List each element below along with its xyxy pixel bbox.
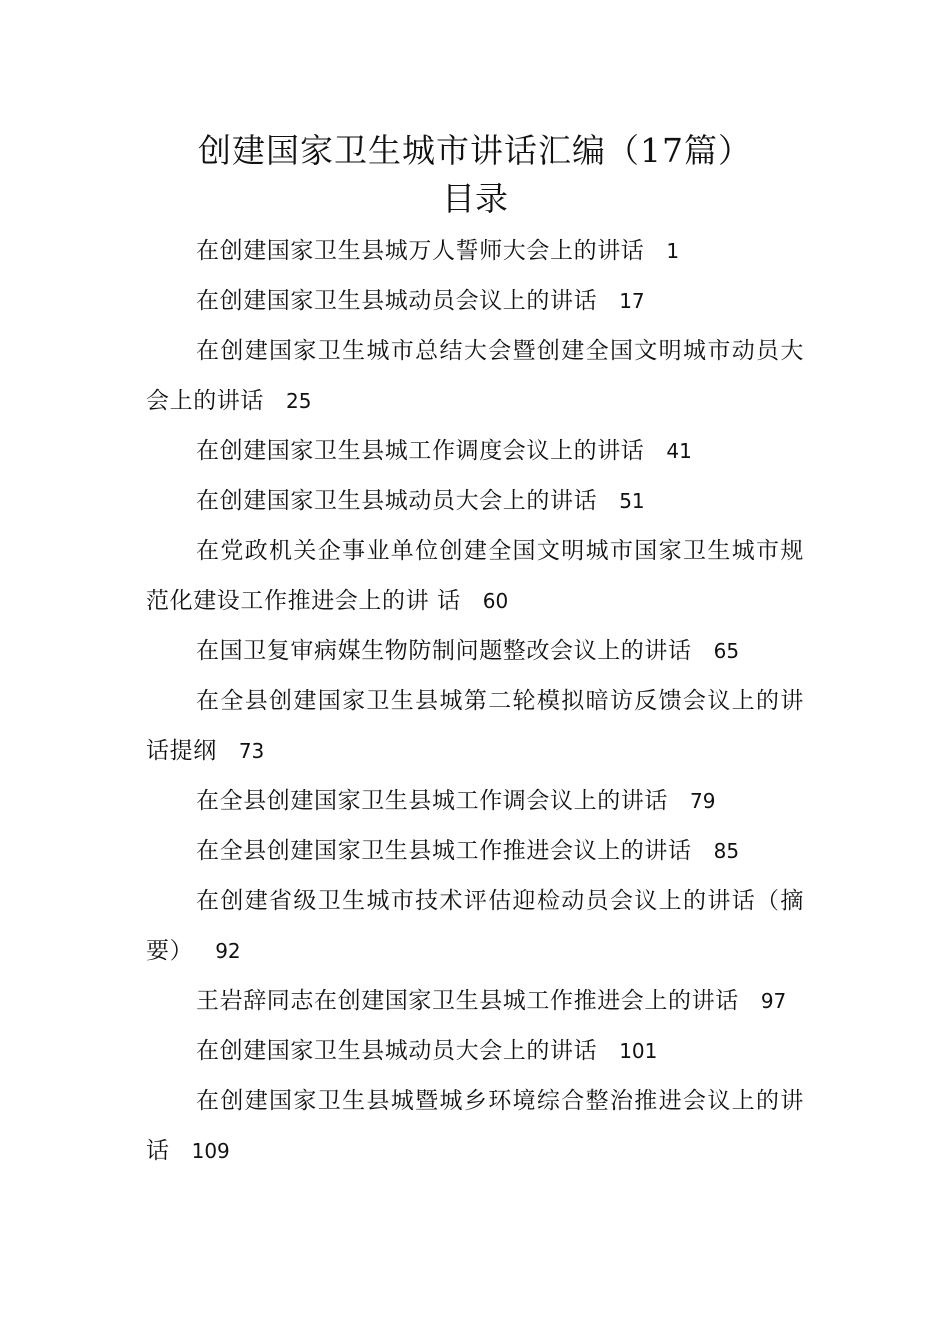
toc-entry-title: 在党政机关企事业单位创建全国文明城市国家卫生城市规范化建设工作推进会上的讲 话 [146, 538, 804, 614]
toc-entry-page: 97 [760, 989, 787, 1013]
toc-entry[interactable] [146, 776, 804, 826]
toc-entry-title: 在国卫复审病媒生物防制问题整改会议上的讲话 [196, 638, 692, 664]
toc-entry[interactable] [146, 326, 804, 426]
toc-entry-page: 79 [690, 789, 716, 813]
toc-entry-title: 在创建国家卫生县城暨城乡环境综合整治推进会议上的讲话 [146, 1088, 804, 1164]
table-of-contents [146, 226, 804, 1176]
toc-entry-page: 92 [215, 939, 241, 963]
toc-entry-title: 在创建国家卫生县城动员会议上的讲话 [196, 288, 598, 314]
toc-entry[interactable] [146, 676, 804, 776]
toc-entry[interactable] [146, 626, 804, 676]
toc-entry-title: 王岩辞同志在创建国家卫生县城工作推进会上的讲话 [196, 988, 739, 1014]
toc-entry-title: 在创建国家卫生城市总结大会暨创建全国文明城市动员大会上的讲话 [146, 338, 804, 414]
toc-entry-title: 在全县创建国家卫生县城工作推进会议上的讲话 [196, 838, 692, 864]
toc-entry[interactable] [146, 1076, 804, 1176]
toc-entry-title: 在全县创建国家卫生县城工作调会议上的讲话 [196, 788, 668, 814]
toc-entry-page: 25 [286, 389, 312, 413]
toc-entry[interactable] [146, 426, 804, 476]
toc-entry-page: 41 [666, 439, 692, 463]
toc-entry-page: 73 [238, 739, 265, 763]
toc-entry[interactable] [146, 1026, 804, 1076]
toc-entry[interactable] [146, 876, 804, 976]
toc-entry-page: 101 [619, 1039, 658, 1063]
toc-entry[interactable] [146, 976, 804, 1026]
toc-entry[interactable] [146, 826, 804, 876]
toc-entry[interactable] [146, 276, 804, 326]
toc-entry-page: 17 [619, 289, 645, 313]
toc-entry-title: 在创建国家卫生县城动员大会上的讲话 [196, 488, 598, 514]
toc-entry-title: 在创建国家卫生县城万人誓师大会上的讲话 [196, 238, 645, 264]
toc-entry-page: 85 [713, 839, 740, 863]
toc-entry-page: 1 [666, 239, 680, 263]
toc-entry-title: 在全县创建国家卫生县城第二轮模拟暗访反馈会议上的讲话提纲 [146, 688, 804, 764]
toc-entry[interactable] [146, 476, 804, 526]
toc-entry-page: 65 [713, 639, 740, 663]
toc-entry[interactable] [146, 226, 804, 276]
toc-entry-page: 60 [482, 589, 509, 613]
toc-heading: 目录 [442, 179, 508, 218]
toc-entry-title: 在创建国家卫生县城动员大会上的讲话 [196, 1038, 598, 1064]
toc-entry[interactable] [146, 526, 804, 626]
document-title: 创建国家卫生城市讲话汇编（17篇） [198, 131, 752, 170]
toc-entry-page: 109 [191, 1139, 230, 1163]
toc-entry-title: 在创建省级卫生城市技术评估迎检动员会议上的讲话（摘要） [146, 888, 804, 964]
toc-entry-title: 在创建国家卫生县城工作调度会议上的讲话 [196, 438, 645, 464]
toc-entry-page: 51 [619, 489, 645, 513]
